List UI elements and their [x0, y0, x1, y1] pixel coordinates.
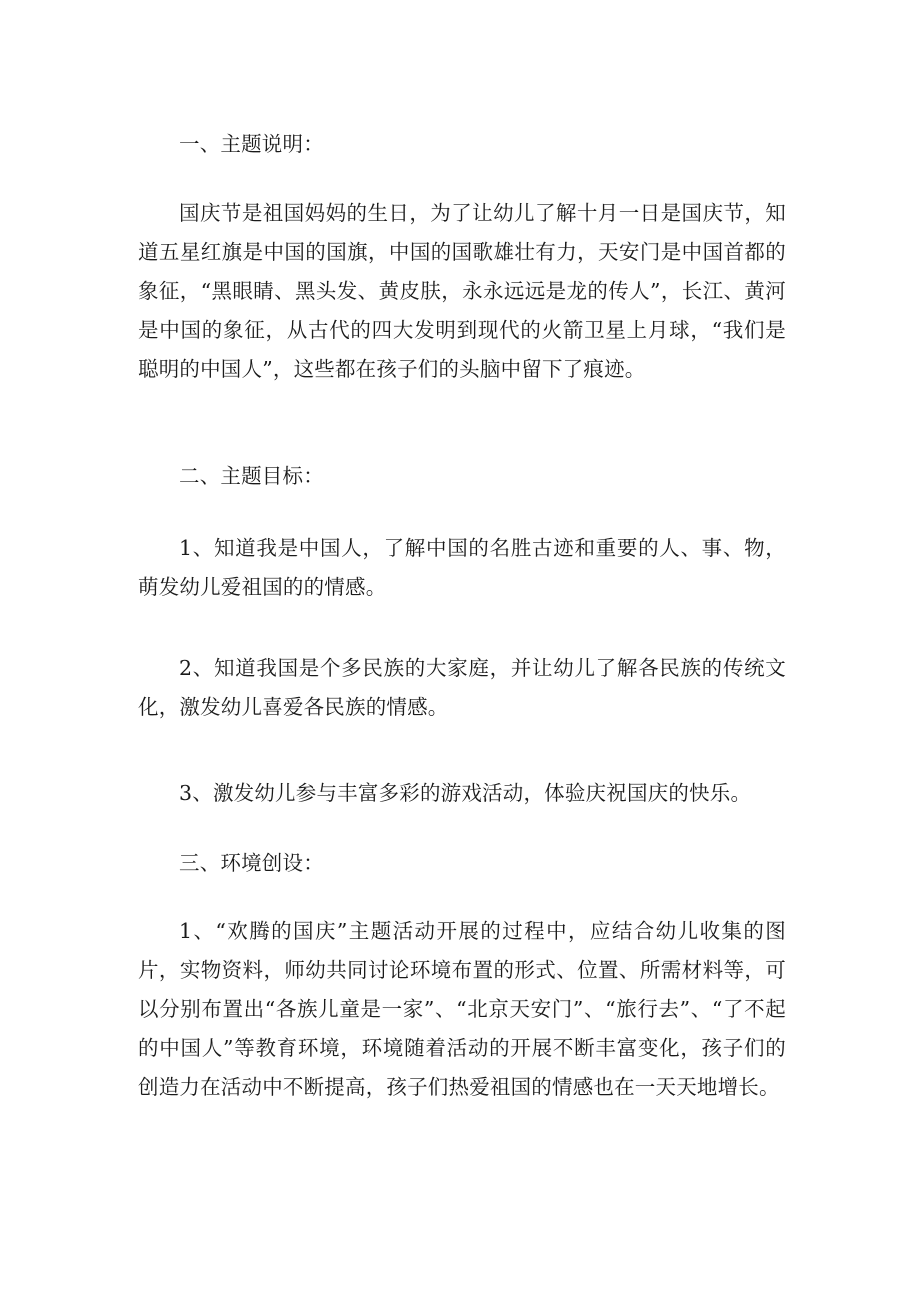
paragraph-goal-3: 3、激发幼儿参与丰富多彩的游戏活动，体验庆祝国庆的快乐。	[179, 781, 752, 805]
paragraph-goal-1: 1、知道我是中国人，了解中国的名胜古迹和重要的人、事、物，萌发幼儿爱祖国的的情感。	[138, 536, 786, 599]
paragraph-goal-2: 2、知道我国是个多民族的大家庭，并让幼儿了解各民族的传统文化，激发幼儿喜爱各民族的情感。	[138, 656, 786, 719]
section-heading-theme-goals: 二、主题目标：	[179, 464, 324, 488]
paragraph-environment-1: 1、“欢腾的国庆”主题活动开展的过程中，应结合幼儿收集的图片，实物资料，师幼共同讨论环境布置的形式、位置、所需材料等，可以分别布置出“各族儿童是一家”、“北京天安门”、“旅行去”、“了不起的中国人”等教育环境，环境随着活动的开展不断丰富变化，孩子们的创造力在活动中不断提高，孩子们热爱祖国的情感也在一天天地增长。	[138, 919, 786, 1099]
section-heading-environment: 三、环境创设：	[179, 851, 324, 875]
paragraph-theme-description: 国庆节是祖国妈妈的生日，为了让幼儿了解十月一日是国庆节，知道五星红旗是中国的国旗，中国的国歌雄壮有力，天安门是中国首都的象征，“黑眼睛、黑头发、黄皮肤，永永远远是龙的传人”，长江、黄河是中国的象征，从古代的四大发明到现代的火箭卫星上月球，“我们是聪明的中国人”，这些都在孩子们的头脑中留下了痕迹。	[138, 201, 786, 381]
section-heading-theme-description: 一、主题说明：	[179, 132, 324, 156]
